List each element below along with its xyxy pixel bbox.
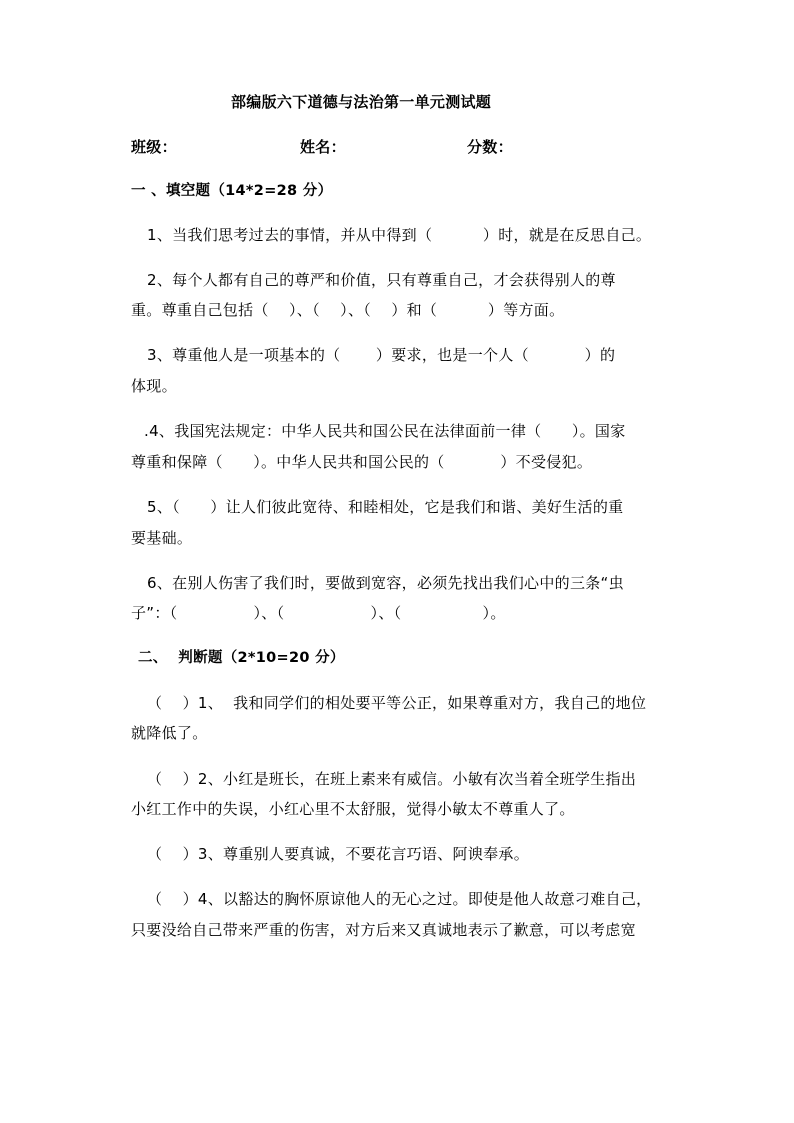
section2-heading: 二、 判断题（2*10=20 分） bbox=[138, 650, 345, 666]
s2-question-1-line1: （ ）1、 我和同学们的相处要平等公正，如果尊重对方，我自己的地位 bbox=[147, 694, 647, 712]
s2-question-1-line2: 就降低了。 bbox=[131, 724, 208, 742]
s1-question-2-line2: 重。尊重自己包括（ ）、（ ）、（ ）和（ ）等方面。 bbox=[131, 301, 565, 319]
s1-question-4-line2: 尊重和保障（ ）。中华人民共和国公民的（ ）不受侵犯。 bbox=[131, 453, 593, 471]
class-label: 班级： bbox=[131, 138, 177, 156]
s1-question-3-line2: 体现。 bbox=[131, 377, 177, 395]
s1-question-6-line2: 子”：（ ）、（ ）、（ ）。 bbox=[131, 604, 506, 622]
s1-question-4-line1: .4、我国宪法规定：中华人民共和国公民在法律面前一律（ ）。国家 bbox=[144, 422, 626, 440]
s1-question-3-line1: 3、尊重他人是一项基本的（ ）要求，也是一个人（ ）的 bbox=[147, 346, 616, 364]
s1-question-5-line1: 5、（ ）让人们彼此宽待、和睦相处，它是我们和谐、美好生活的重 bbox=[147, 498, 624, 516]
s2-question-2-line1: （ ）2、小红是班长，在班上素来有威信。小敏有次当着全班学生指出 bbox=[147, 770, 637, 788]
score-label: 分数： bbox=[467, 138, 513, 156]
name-label: 姓名： bbox=[300, 138, 346, 156]
s1-question-1: 1、当我们思考过去的事情，并从中得到（ ）时，就是在反思自己。 bbox=[147, 226, 652, 244]
s1-question-2-line1: 2、每个人都有自己的尊严和价值，只有尊重自己，才会获得别人的尊 bbox=[147, 271, 616, 289]
s1-question-6-line1: 6、在别人伤害了我们时，要做到宽容，必须先找出我们心中的三条“虫 bbox=[147, 574, 624, 592]
section1-heading: 一 、填空题（14*2=28 分） bbox=[131, 183, 333, 199]
exam-title: 部编版六下道德与法治第一单元测试题 bbox=[231, 93, 492, 111]
s1-question-5-line2: 要基础。 bbox=[131, 529, 193, 547]
s2-question-4-line2: 只要没给自己带来严重的伤害，对方后来又真诚地表示了歉意，可以考虑宽 bbox=[131, 921, 636, 939]
s2-question-3: （ ）3、尊重别人要真诚，不要花言巧语、阿谀奉承。 bbox=[147, 845, 530, 863]
s2-question-2-line2: 小红工作中的失误，小红心里不太舒服，觉得小敏太不尊重人了。 bbox=[131, 800, 575, 818]
s2-question-4-line1: （ ）4、以豁达的胸怀原谅他人的无心之过。即使是他人故意刁难自己， bbox=[147, 890, 652, 908]
